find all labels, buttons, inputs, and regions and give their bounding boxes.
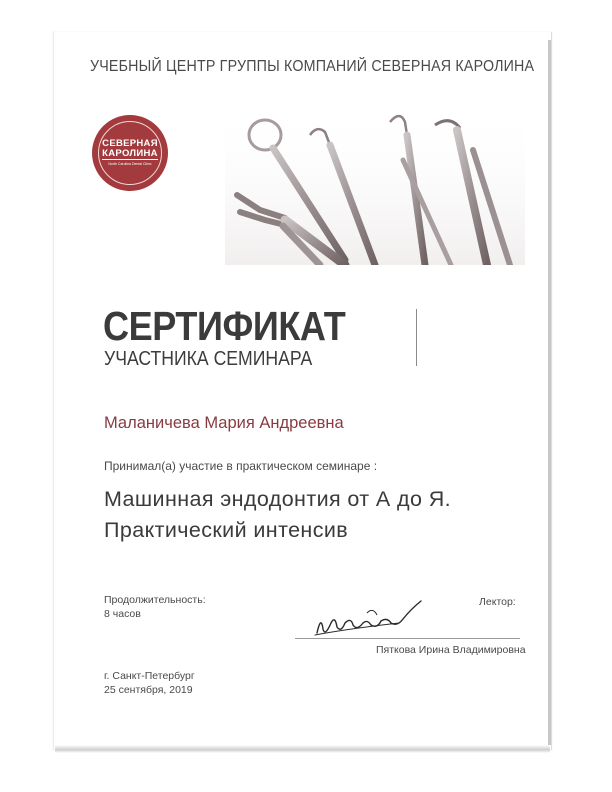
organization-header: УЧЕБНЫЙ ЦЕНТР ГРУППЫ КОМПАНИЙ СЕВЕРНАЯ КАРОЛИНА [90, 58, 535, 75]
certificate-title: СЕРТИФИКАТ [103, 303, 346, 349]
clinic-logo [92, 115, 168, 191]
logo-text-middle: КАРОЛИНА [102, 148, 158, 159]
duration-value: 8 часов [104, 608, 141, 620]
lecturer-signature [307, 593, 432, 643]
participation-text: Принимал(а) участие в практическом семинаре : [104, 459, 378, 473]
title-divider [416, 309, 417, 366]
city: г. Санкт-Петербург [104, 670, 195, 682]
scan-edge-right [548, 40, 551, 745]
logo-ring [98, 121, 162, 185]
duration-label: Продолжительность: [104, 594, 206, 606]
logo-text-small: North Carolina Dental Clinic [108, 162, 152, 166]
recipient-name: Маланичева Мария Андреевна [104, 414, 344, 432]
lecturer-name: Пяткова Ирина Владимировна [376, 644, 526, 656]
signature-line [295, 638, 520, 639]
course-title [104, 484, 451, 546]
logo-text-top: СЕВЕРНАЯ [102, 138, 158, 149]
course-title-line2: Практический интенсив [104, 518, 349, 542]
lecturer-label: Лектор: [479, 596, 516, 608]
issue-date: 25 сентября, 2019 [104, 684, 193, 696]
dental-tools-illustration [225, 100, 525, 265]
course-title-line1: Машинная эндодонтия от А до Я. [104, 487, 452, 511]
certificate-subtitle: УЧАСТНИКА СЕМИНАРА [104, 347, 313, 370]
scan-edge-bottom [55, 745, 550, 753]
